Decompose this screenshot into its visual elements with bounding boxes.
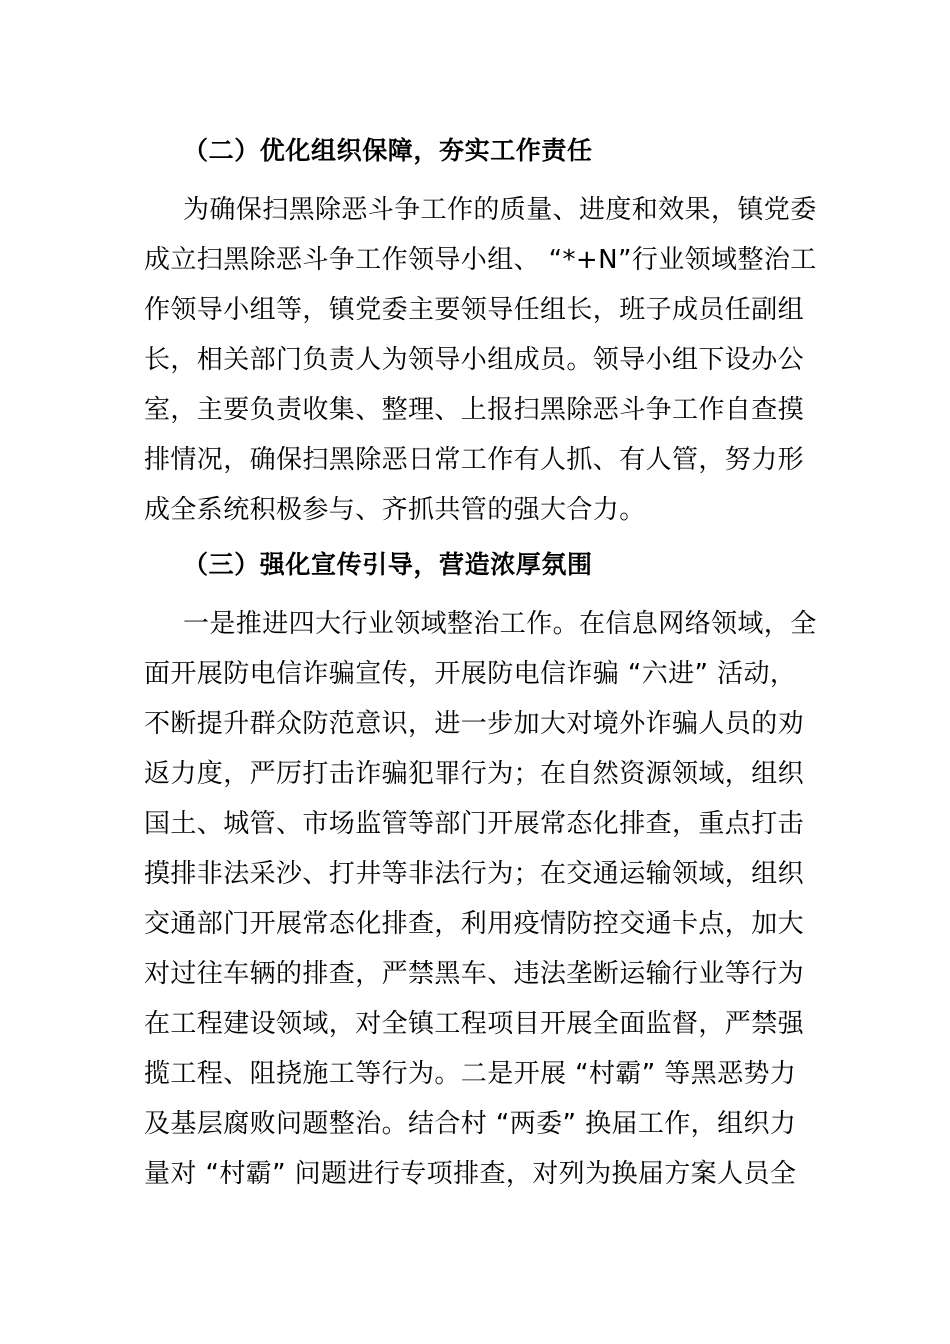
paragraph-2-line-10: 揽工程、阻挠施工等行为。二是开展 “村霸” 等黑恶势力 [144, 1059, 797, 1089]
paragraph-2-line-9: 在工程建设领域，对全镇工程项目开展全面监督，严禁强 [144, 1009, 805, 1039]
paragraph-1-line-7: 成全系统积极参与、齐抓共管的强大合力。 [144, 495, 646, 525]
paragraph-2-line-2: 面开展防电信诈骗宣传，开展防电信诈骗 “六进” 活动， [144, 659, 797, 689]
section-heading-2: （二）优化组织保障，夯实工作责任 [183, 136, 593, 165]
paragraph-1-line-4: 长，相关部门负责人为领导小组成员。领导小组下设办公 [144, 345, 805, 375]
paragraph-2-line-11: 及基层腐败问题整治。结合村 “两委” 换届工作，组织力 [144, 1109, 797, 1139]
paragraph-2-line-4: 返力度，严厉打击诈骗犯罪行为；在自然资源领域，组织 [144, 759, 805, 789]
paragraph-1-line-5: 室，主要负责收集、整理、上报扫黑除恶斗争工作自查摸 [144, 395, 805, 425]
paragraph-2-line-7: 交通部门开展常态化排查，利用疫情防控交通卡点，加大 [144, 909, 805, 939]
paragraph-1-line-2: 成立扫黑除恶斗争工作领导小组、 “*+N”行业领域整治工 [144, 245, 817, 275]
paragraph-1-line-6: 排情况，确保扫黑除恶日常工作有人抓、有人管，努力形 [144, 445, 805, 475]
paragraph-2-line-12: 量对 “村霸” 问题进行专项排查，对列为换届方案人员全 [144, 1159, 797, 1189]
paragraph-1-line-3: 作领导小组等，镇党委主要领导任组长，班子成员任副组 [144, 295, 805, 325]
paragraph-2-line-8: 对过往车辆的排查，严禁黑车、违法垄断运输行业等行为 [144, 959, 805, 989]
paragraph-1-line-1: 为确保扫黑除恶斗争工作的质量、进度和效果，镇党委 [183, 195, 817, 225]
section-heading-3: （三）强化宣传引导，营造浓厚氛围 [183, 550, 593, 579]
paragraph-2-line-6: 摸排非法采沙、打井等非法行为；在交通运输领域，组织 [144, 859, 805, 889]
paragraph-2-line-1: 一是推进四大行业领域整治工作。在信息网络领域，全 [183, 609, 817, 639]
paragraph-2-line-3: 不断提升群众防范意识，进一步加大对境外诈骗人员的劝 [144, 709, 805, 739]
paragraph-2-line-5: 国土、城管、市场监管等部门开展常态化排查，重点打击 [144, 809, 805, 839]
